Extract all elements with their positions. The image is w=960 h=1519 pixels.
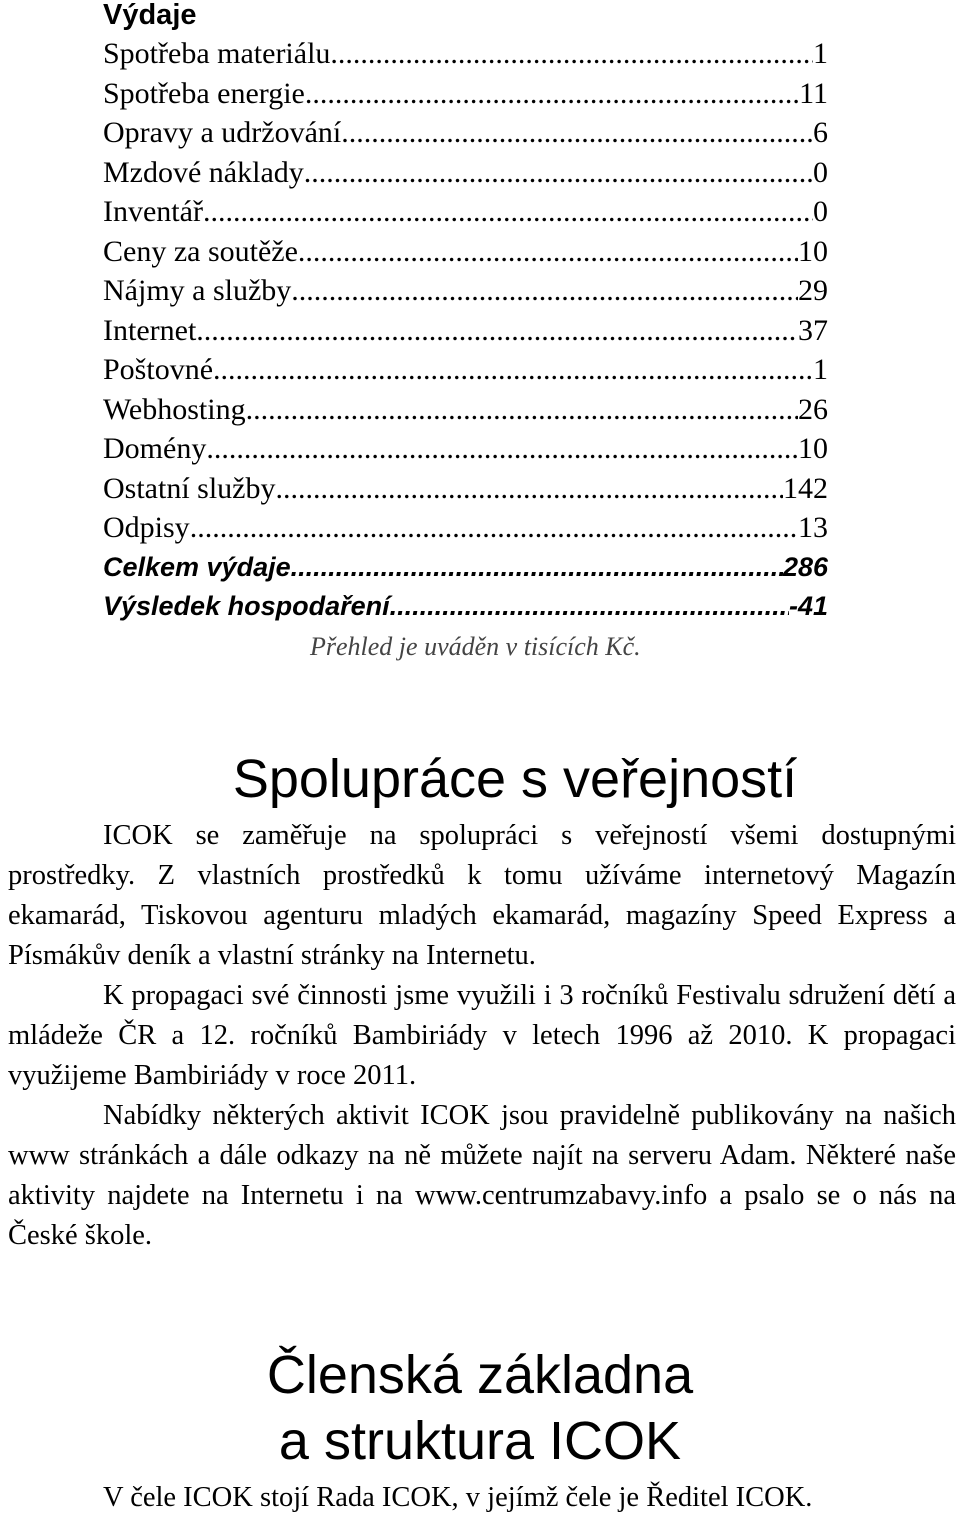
dot-leader <box>291 271 798 311</box>
expense-value: 37 <box>798 313 828 347</box>
expense-label: Opravy a udržování <box>103 116 342 149</box>
expense-value: 13 <box>798 511 828 544</box>
dot-leader <box>390 587 789 627</box>
paragraph: K propagaci své činnosti jsme využili i 3 ročníků Festivalu sdružení dětí a mládeže ČR a 12. ročníků Bambiriády v letech 1996 až 2010. K propagaci využijeme Bambiriády v roce 2011. <box>8 980 956 1091</box>
expense-row <box>103 350 828 390</box>
expense-row <box>103 192 828 232</box>
expense-row <box>103 469 828 509</box>
expense-label: Spotřeba energie <box>103 76 305 110</box>
membership-text: V čele ICOK stojí Rada ICOK, v jejímž čele je Ředitel ICOK. <box>103 1482 813 1513</box>
expense-value: 142 <box>783 471 828 505</box>
dot-leader <box>196 311 798 351</box>
expense-value: 1 <box>813 37 828 70</box>
dot-leader <box>330 34 813 74</box>
expense-label: Poštovné <box>103 353 214 386</box>
dot-leader <box>291 548 783 588</box>
expense-value: 26 <box>798 392 828 426</box>
dot-leader <box>190 508 798 548</box>
expense-row <box>103 390 828 430</box>
expense-label: Mzdové náklady <box>103 155 304 189</box>
expense-value: 0 <box>813 195 828 228</box>
total-expenses-label: Celkem výdaje <box>103 551 291 582</box>
membership-title-line: a struktura ICOK <box>278 1411 682 1471</box>
economic-result-value: -41 <box>788 591 828 621</box>
total-expenses-row <box>103 548 828 588</box>
expense-value: 0 <box>813 155 828 189</box>
expense-row <box>103 429 828 469</box>
expenses-heading: Výdaje <box>103 0 197 31</box>
expense-value: 6 <box>813 116 828 149</box>
expense-row <box>103 113 828 153</box>
membership-title-line: Členská základna <box>266 1345 694 1405</box>
dot-leader <box>276 469 784 509</box>
expense-value: 10 <box>798 432 828 465</box>
expense-label: Nájmy a služby <box>103 274 292 307</box>
expense-label: Webhosting <box>103 392 246 426</box>
dot-leader <box>305 74 799 114</box>
cooperation-body <box>8 816 956 1256</box>
economic-result-label: Výsledek hospodaření <box>103 591 390 621</box>
expense-label: Inventář <box>103 195 203 228</box>
dot-leader <box>213 350 813 390</box>
expense-label: Ostatní služby <box>103 471 276 505</box>
expense-row <box>103 232 828 272</box>
expense-label: Internet <box>103 313 197 347</box>
dot-leader <box>298 232 798 272</box>
expense-row <box>103 74 828 114</box>
expense-value: 1 <box>813 353 828 386</box>
dot-leader <box>246 390 798 430</box>
expense-row <box>103 271 828 311</box>
economic-result-row <box>103 587 828 627</box>
expense-label: Odpisy <box>103 511 190 544</box>
dot-leader <box>203 192 813 232</box>
total-expenses-value: 286 <box>782 551 828 582</box>
expense-row <box>103 508 828 548</box>
expenses-list <box>103 34 828 627</box>
paragraph: Nabídky některých aktivit ICOK jsou pravidelně publikovány na našich www stránkách a dále odkazy na ně můžete najít na serveru Adam. Některé naše aktivity najdete na Internetu i na www.centrumzabavy.info a psalo se o nás na České škole. <box>8 1100 956 1251</box>
currency-note: Přehled je uváděn v tisících Kč. <box>310 632 641 661</box>
expense-value: 11 <box>799 76 828 110</box>
expense-value: 10 <box>798 234 828 268</box>
expense-label: Ceny za soutěže <box>103 234 298 268</box>
expense-row <box>103 34 828 74</box>
expense-row <box>103 311 828 351</box>
dot-leader <box>206 429 798 469</box>
cooperation-title: Spolupráce s veřejností <box>232 749 798 809</box>
membership-title <box>0 1342 960 1474</box>
paragraph: ICOK se zaměřuje na spolupráci s veřejností všemi dostupnými prostředky. Z vlastních prostředků k tomu užíváme internetový Magazín ekamarád, Tiskovou agenturu mladých ekamarád, magazíny Speed Express a Písmákův deník a vlastní stránky na Internetu. <box>8 820 956 971</box>
expense-label: Spotřeba materiálu <box>103 37 331 70</box>
dot-leader <box>341 113 813 153</box>
expense-value: 29 <box>798 274 828 307</box>
expense-row <box>103 153 828 193</box>
expense-label: Domény <box>103 432 207 465</box>
dot-leader <box>304 153 813 193</box>
